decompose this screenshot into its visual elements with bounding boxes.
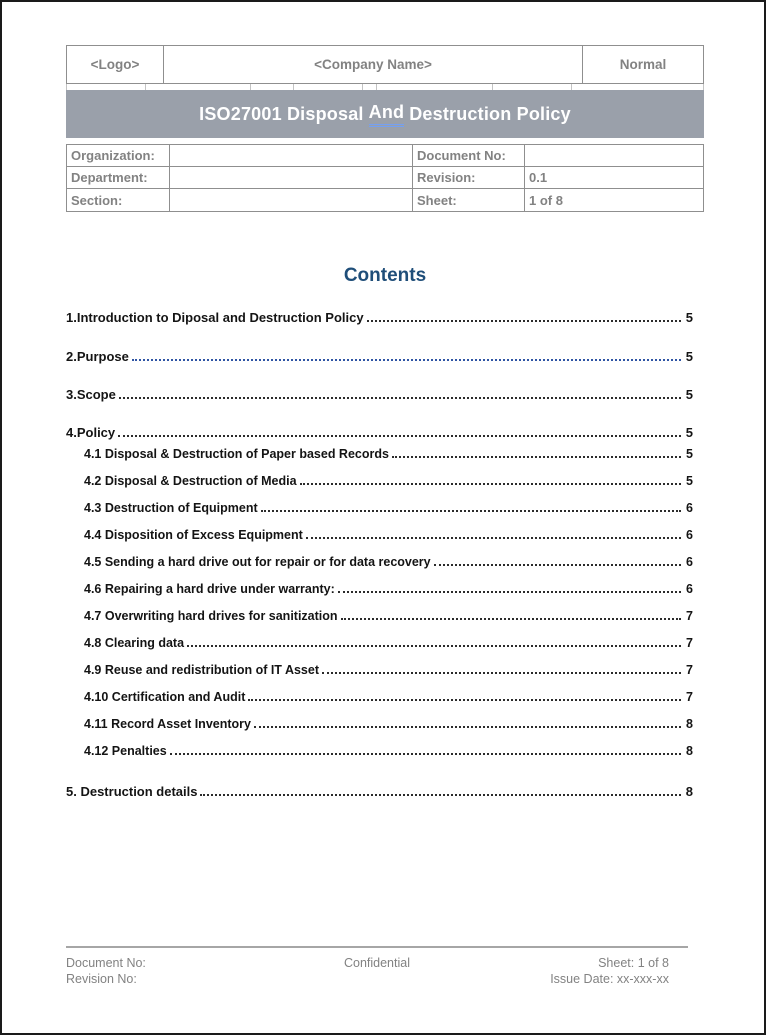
dotted-leader xyxy=(187,645,681,647)
footer-sheet: Sheet: 1 of 8 xyxy=(598,956,669,970)
toc-entry-purpose[interactable] xyxy=(66,349,693,365)
department-value[interactable] xyxy=(170,167,413,189)
toc-entry-label: 4.Policy xyxy=(66,425,116,440)
dotted-leader xyxy=(338,591,681,593)
toc-entry-page: 7 xyxy=(686,690,693,704)
section-label: Section: xyxy=(67,189,170,211)
toc-entry-label: 4.2 Disposal & Destruction of Media xyxy=(84,474,297,488)
toc-entry-label: 4.11 Record Asset Inventory xyxy=(84,717,251,731)
toc-entry-page: 7 xyxy=(686,609,693,623)
toc-entry-4-1[interactable] xyxy=(66,447,693,462)
toc-entry-label: 4.9 Reuse and redistribution of IT Asset xyxy=(84,663,319,677)
document-title-bar xyxy=(66,90,704,138)
toc-entry-page: 7 xyxy=(686,636,693,650)
title-grammar-underlined-word: And xyxy=(369,102,405,127)
toc-entry-label: 4.5 Sending a hard drive out for repair or for data recovery xyxy=(84,555,431,569)
toc-entry-label: 4.4 Disposition of Excess Equipment xyxy=(84,528,303,542)
document-no-label: Document No: xyxy=(413,145,525,167)
department-label: Department: xyxy=(67,167,170,189)
toc-entry-page: 5 xyxy=(685,387,693,402)
dotted-leader xyxy=(254,726,681,728)
title-part2: Destruction Policy xyxy=(409,103,571,124)
toc-entry-label: 4.6 Repairing a hard drive under warranty: xyxy=(84,582,335,596)
toc-entry-4-9[interactable] xyxy=(66,663,693,678)
doc-classification: Normal xyxy=(619,57,667,72)
dotted-leader xyxy=(322,672,681,674)
dotted-leader xyxy=(248,699,681,701)
organization-value[interactable] xyxy=(170,145,413,167)
toc-entry-introduction[interactable] xyxy=(66,310,693,326)
section-value[interactable] xyxy=(170,189,413,211)
toc-entry-4-12[interactable] xyxy=(66,744,693,759)
toc-entry-page: 6 xyxy=(686,501,693,515)
dotted-leader xyxy=(392,456,681,458)
toc-entry-page: 7 xyxy=(686,663,693,677)
organization-label: Organization: xyxy=(67,145,170,167)
toc-entry-scope[interactable] xyxy=(66,387,693,403)
toc-entry-label: 2.Purpose xyxy=(66,349,129,364)
footer-issue-date: Issue Date: xx-xxx-xx xyxy=(550,972,669,986)
revision-label: Revision: xyxy=(413,167,525,189)
toc-entry-page: 8 xyxy=(686,717,693,731)
dotted-leader-blue xyxy=(132,359,681,361)
company-name-placeholder: <Company Name> xyxy=(163,46,583,83)
toc-entry-label: 4.10 Certification and Audit xyxy=(84,690,246,704)
footer-confidential: Confidential xyxy=(343,956,410,970)
toc-entry-4-7[interactable] xyxy=(66,609,693,624)
table-of-contents xyxy=(66,310,693,800)
toc-entry-4-6[interactable] xyxy=(66,582,693,597)
page-footer xyxy=(66,955,688,987)
dotted-leader xyxy=(306,537,681,539)
footer-divider-line xyxy=(66,946,688,948)
dotted-leader xyxy=(434,564,681,566)
dotted-leader xyxy=(200,794,681,796)
toc-entry-label: 1.Introduction to Diposal and Destruction Policy xyxy=(66,310,364,325)
toc-entry-destruction-details[interactable] xyxy=(66,784,693,800)
dotted-leader xyxy=(261,510,681,512)
toc-entry-label: 4.8 Clearing data xyxy=(84,636,185,650)
toc-entry-4-2[interactable] xyxy=(66,474,693,489)
toc-entry-label: 4.1 Disposal & Destruction of Paper based Records xyxy=(84,447,389,461)
footer-right-block xyxy=(483,955,688,987)
sheet-value: 1 of 8 xyxy=(529,192,563,208)
footer-left-block xyxy=(66,955,271,987)
sheet-label: Sheet: xyxy=(413,189,525,211)
toc-entry-4-11[interactable] xyxy=(66,717,693,732)
toc-entry-policy[interactable] xyxy=(66,425,693,441)
footer-document-no: Document No: xyxy=(66,956,146,970)
dotted-leader xyxy=(119,397,681,399)
document-no-value[interactable] xyxy=(525,145,703,167)
title-part1: ISO27001 Disposal xyxy=(199,103,364,124)
revision-value: 0.1 xyxy=(525,167,703,189)
dotted-leader xyxy=(118,435,681,437)
toc-entry-4-10[interactable] xyxy=(66,690,693,705)
toc-entry-label: 4.7 Overwriting hard drives for sanitization xyxy=(84,609,338,623)
toc-entry-page: 5 xyxy=(685,310,693,325)
toc-entry-page: 5 xyxy=(686,474,693,488)
header-table xyxy=(66,45,704,84)
toc-entry-page: 8 xyxy=(685,784,693,799)
toc-entry-4-5[interactable] xyxy=(66,555,693,570)
toc-entry-4-3[interactable] xyxy=(66,501,693,516)
toc-entry-page: 5 xyxy=(685,349,693,364)
document-meta-table xyxy=(66,144,704,212)
toc-entry-page: 8 xyxy=(686,744,693,758)
toc-entry-page: 5 xyxy=(686,447,693,461)
dotted-leader xyxy=(367,320,681,322)
toc-entry-label: 4.3 Destruction of Equipment xyxy=(84,501,258,515)
toc-entry-label: 4.12 Penalties xyxy=(84,744,167,758)
toc-entry-4-8[interactable] xyxy=(66,636,693,651)
dotted-leader xyxy=(300,483,681,485)
dotted-leader xyxy=(341,618,681,620)
toc-entry-label: 3.Scope xyxy=(66,387,116,402)
logo-placeholder: <Logo> xyxy=(90,57,140,72)
footer-revision-no: Revision No: xyxy=(66,972,137,986)
toc-entry-4-4[interactable] xyxy=(66,528,693,543)
toc-entry-page: 5 xyxy=(685,425,693,440)
toc-entry-label: 5. Destruction details xyxy=(66,784,198,799)
toc-entry-page: 6 xyxy=(686,555,693,569)
toc-entry-page: 6 xyxy=(686,582,693,596)
dotted-leader xyxy=(170,753,681,755)
toc-entry-page: 6 xyxy=(686,528,693,542)
contents-heading: Contents xyxy=(343,265,427,286)
